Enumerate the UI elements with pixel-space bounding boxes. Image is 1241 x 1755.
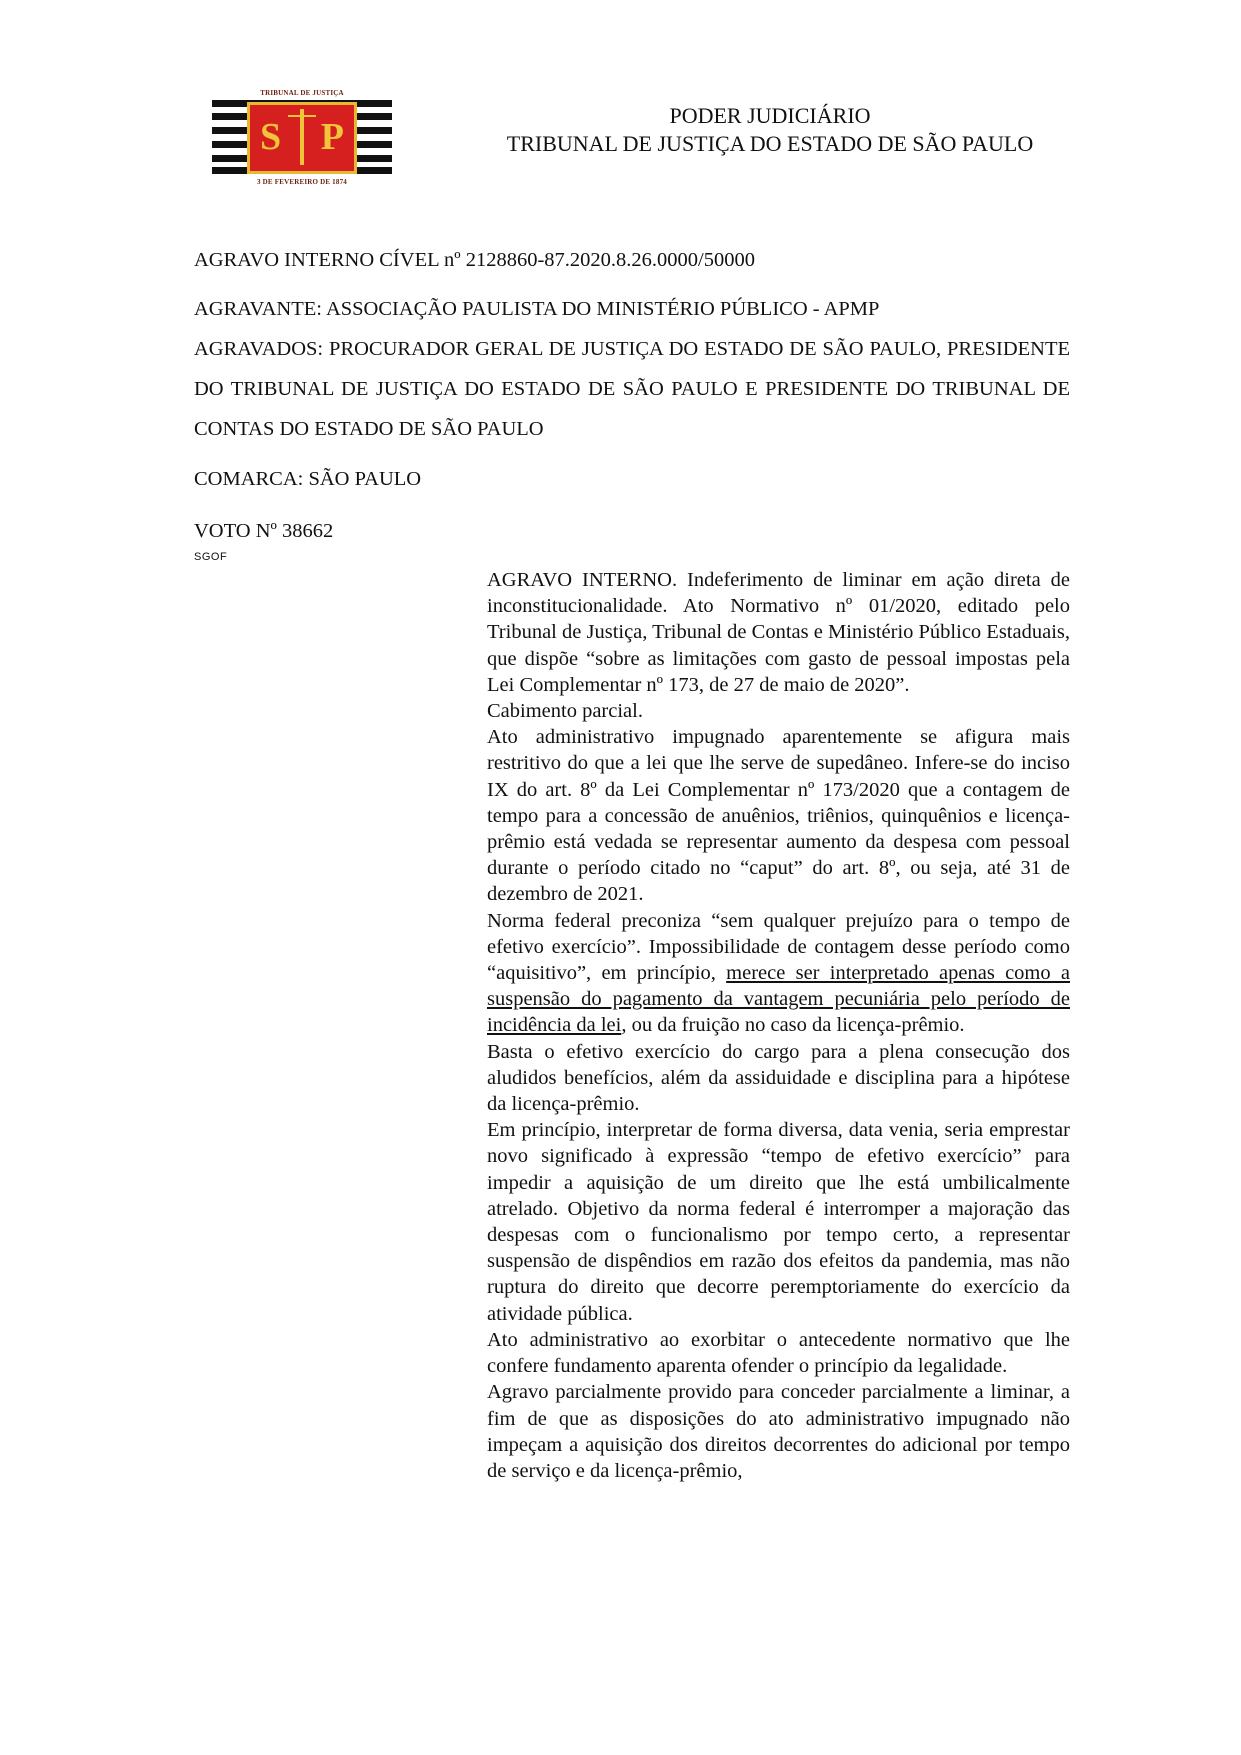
seal-shield bbox=[247, 102, 357, 174]
ementa-paragraph: Ato administrativo impugnado aparentemente se afigura mais restritivo do que a lei que lhe serve de supedâneo. Infere-se do inciso IX do art. 8º da Lei Complementar nº 173/2020 que a contagem de tempo para a concessão de anuênios, triênios, quinquênios e licença-prêmio está vedada se representar aumento da despesa com pessoal durante o período citado no “caput” do art. 8º, ou seja, até 31 de dezembro de 2021. bbox=[487, 726, 1070, 906]
header-line-1: PODER JUDICIÁRIO bbox=[669, 103, 871, 128]
comarca: COMARCA: SÃO PAULO bbox=[194, 468, 422, 490]
seal-letter-s: S bbox=[260, 116, 282, 158]
agravados: AGRAVADOS: PROCURADOR GERAL DE JUSTIÇA DO ESTADO DE SÃO PAULO, PRESIDENTE DO TRIBUNAL DE JUSTIÇA DO ESTADO DE SÃO PAULO E PRESIDENTE DO TRIBUNAL DE CONTAS DO ESTADO DE SÃO PAULO bbox=[194, 338, 1070, 440]
voto-number: VOTO Nº 38662 bbox=[194, 520, 334, 542]
office-code: SGOF bbox=[194, 551, 228, 563]
header-line-2: TRIBUNAL DE JUSTIÇA DO ESTADO DE SÃO PAULO bbox=[506, 131, 1034, 156]
seal-letter-p: P bbox=[320, 116, 344, 158]
ementa-paragraph: Basta o efetivo exercício do cargo para a plena consecução dos aludidos benefícios, além da assiduidade e disciplina para a hipótese da licença-prêmio. bbox=[487, 1040, 1070, 1116]
ementa-text: , ou da fruição no caso da licença-prêmio. bbox=[621, 1014, 965, 1037]
seal-top-text: TRIBUNAL DE JUSTIÇA bbox=[260, 89, 344, 97]
scales-icon bbox=[288, 115, 316, 117]
ementa-paragraph: Cabimento parcial. bbox=[487, 700, 643, 723]
ementa-paragraph: Ato administrativo ao exorbitar o antecedente normativo que lhe confere fundamento aparenta ofender o princípio da legalidade. bbox=[487, 1328, 1070, 1378]
case-number: AGRAVO INTERNO CÍVEL nº 2128860-87.2020.8.26.0000/50000 bbox=[194, 249, 755, 271]
ementa-text: Norma federal preconiza “sem qualquer prejuízo para o tempo de efetivo exercício”. Impossibilidade de contagem desse período como “aquisitivo”, em princípio, bbox=[487, 909, 1070, 985]
ementa-paragraph bbox=[487, 908, 1070, 1039]
ementa-underlined-text: merece ser interpretado apenas como a suspensão do pagamento da vantagem pecuniária pelo período de incidência da lei bbox=[487, 962, 1070, 1037]
ementa-paragraph: Agravo parcialmente provido para conceder parcialmente a liminar, a fim de que as disposições do ato administrativo impugnado não impeçam a aquisição dos direitos decorrentes do adicional por tempo de serviço e da licença-prêmio, bbox=[487, 1381, 1070, 1482]
ementa-block bbox=[487, 567, 1070, 1484]
seal-bottom-text: 3 DE FEVEREIRO DE 1874 bbox=[257, 178, 347, 186]
agravante: AGRAVANTE: ASSOCIAÇÃO PAULISTA DO MINISTÉRIO PÚBLICO - APMP bbox=[194, 298, 880, 320]
tribunal-seal-logo bbox=[209, 88, 395, 188]
court-header bbox=[470, 102, 1070, 158]
ementa-paragraph: AGRAVO INTERNO. Indeferimento de liminar em ação direta de inconstitucionalidade. Ato Normativo nº 01/2020, editado pelo Tribunal de Justiça, Tribunal de Contas e Ministério Público Estaduais, que dispõe “sobre as limitações com gasto de pessoal impostas pela Lei Complementar nº 173, de 27 de maio de 2020”. bbox=[487, 569, 1070, 696]
sword-icon bbox=[300, 109, 304, 165]
ementa-paragraph: Em princípio, interpretar de forma diversa, data venia, seria emprestar novo significado à expressão “tempo de efetivo exercício” para impedir a aquisição de um direito que lhe está umbilicalmente atrelado. Objetivo da norma federal é interromper a majoração das despesas com o funcionalismo por tempo certo, a representar suspensão de dispêndios em razão dos efeitos da pandemia, mas não ruptura do direito que decorre peremptoriamente do exercício da atividade pública. bbox=[487, 1119, 1070, 1325]
case-parties bbox=[194, 289, 1070, 449]
